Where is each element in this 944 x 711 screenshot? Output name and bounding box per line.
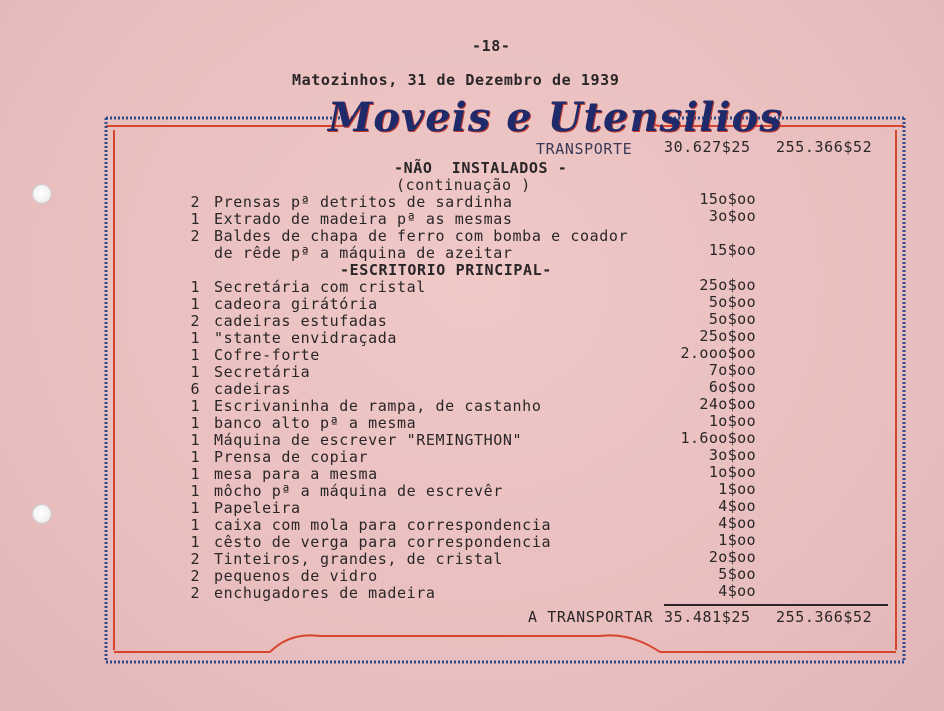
item-desc: Secretária — [214, 363, 311, 381]
item-qty: 2 — [190, 312, 200, 330]
item-qty: 1 — [190, 533, 200, 551]
section-subheading: (continuação ) — [396, 176, 531, 194]
item-value: 3o$oo — [708, 207, 756, 225]
item-desc: mesa para a mesma — [214, 465, 378, 483]
item-value: 4$oo — [718, 497, 756, 515]
item-desc: Máquina de escrever "REMINGTHON" — [214, 431, 523, 449]
item-value: 25o$oo — [699, 276, 756, 294]
item-desc: Cofre-forte — [214, 346, 320, 364]
item-desc: Secretária com cristal — [214, 278, 426, 296]
item-desc: Prensas pª detritos de sardinha — [214, 193, 513, 211]
item-qty: 1 — [190, 329, 200, 347]
item-desc: cadeiras estufadas — [214, 312, 388, 330]
item-qty: 1 — [190, 465, 200, 483]
transporte-label: TRANSPORTE — [536, 140, 633, 158]
page-number: -18- — [472, 37, 511, 55]
item-value: 1$oo — [718, 531, 756, 549]
item-value: 6o$oo — [708, 378, 756, 396]
transporte-amount-2: 255.366$52 — [776, 138, 873, 156]
item-qty: 1 — [190, 397, 200, 415]
item-desc: pequenos de vidro — [214, 567, 378, 585]
item-qty: 6 — [190, 380, 200, 398]
item-value: 2.ooo$oo — [680, 344, 756, 362]
item-qty: 1 — [190, 210, 200, 228]
item-value: 7o$oo — [708, 361, 756, 379]
item-value: 2o$oo — [708, 548, 756, 566]
item-desc: cadeiras — [214, 380, 292, 398]
item-desc: "stante envidraçada — [214, 329, 397, 347]
item-desc-continuation: de rêde pª a máquina de azeitar — [214, 244, 513, 262]
item-qty: 1 — [190, 499, 200, 517]
item-qty: 1 — [190, 431, 200, 449]
item-qty: 2 — [190, 567, 200, 585]
item-desc: cêsto de verga para correspondencia — [214, 533, 552, 551]
item-desc: banco alto pª a mesma — [214, 414, 417, 432]
item-qty: 1 — [190, 295, 200, 313]
item-desc: Prensa de copiar — [214, 448, 369, 466]
item-value: 1$oo — [718, 480, 756, 498]
item-value: 1o$oo — [708, 412, 756, 430]
item-value: 3o$oo — [708, 446, 756, 464]
item-qty: 2 — [190, 584, 200, 602]
a-transportar-amount-2: 255.366$52 — [776, 608, 873, 626]
item-value: 25o$oo — [699, 327, 756, 345]
item-qty: 1 — [190, 516, 200, 534]
item-value: 1.6oo$oo — [680, 429, 756, 447]
item-desc: Escrivaninha de rampa, de castanho — [214, 397, 542, 415]
item-qty: 1 — [190, 482, 200, 500]
item-value: 1o$oo — [708, 463, 756, 481]
item-desc: môcho pª a máquina de escrevêr — [214, 482, 503, 500]
a-transportar-amount-1: 35.481$25 — [664, 608, 751, 626]
item-value: 24o$oo — [699, 395, 756, 413]
item-qty: 2 — [190, 227, 200, 245]
section-heading-nao-instalados: -NÃO INSTALADOS - — [394, 159, 568, 177]
item-qty: 2 — [190, 550, 200, 568]
a-transportar-label: A TRANSPORTAR — [528, 608, 654, 626]
item-qty: 1 — [190, 363, 200, 381]
script-title: Moveis e Utensilios — [328, 94, 783, 141]
item-qty: 1 — [190, 448, 200, 466]
item-qty: 1 — [190, 414, 200, 432]
dateline: Matozinhos, 31 de Dezembro de 1939 — [292, 71, 620, 89]
item-desc: Tinteiros, grandes, de cristal — [214, 550, 503, 568]
item-desc: Extrado de madeira pª as mesmas — [214, 210, 513, 228]
item-value: 4$oo — [718, 582, 756, 600]
item-value: 5o$oo — [708, 310, 756, 328]
item-desc: Papeleira — [214, 499, 301, 517]
item-desc: caixa com mola para correspondencia — [214, 516, 552, 534]
item-value: 4$oo — [718, 514, 756, 532]
item-desc: enchugadores de madeira — [214, 584, 436, 602]
item-desc: cadeora girátória — [214, 295, 378, 313]
item-value: 5o$oo — [708, 293, 756, 311]
item-value: 5$oo — [718, 565, 756, 583]
item-qty: 1 — [190, 278, 200, 296]
section-heading-escritorio: -ESCRITORIO PRINCIPAL- — [340, 261, 552, 279]
item-value: 15o$oo — [699, 190, 756, 208]
transporte-amount-1: 30.627$25 — [664, 138, 751, 156]
item-value: 15$oo — [708, 241, 756, 259]
item-desc: Baldes de chapa de ferro com bomba e coador — [214, 227, 629, 245]
item-qty: 2 — [190, 193, 200, 211]
item-qty: 1 — [190, 346, 200, 364]
